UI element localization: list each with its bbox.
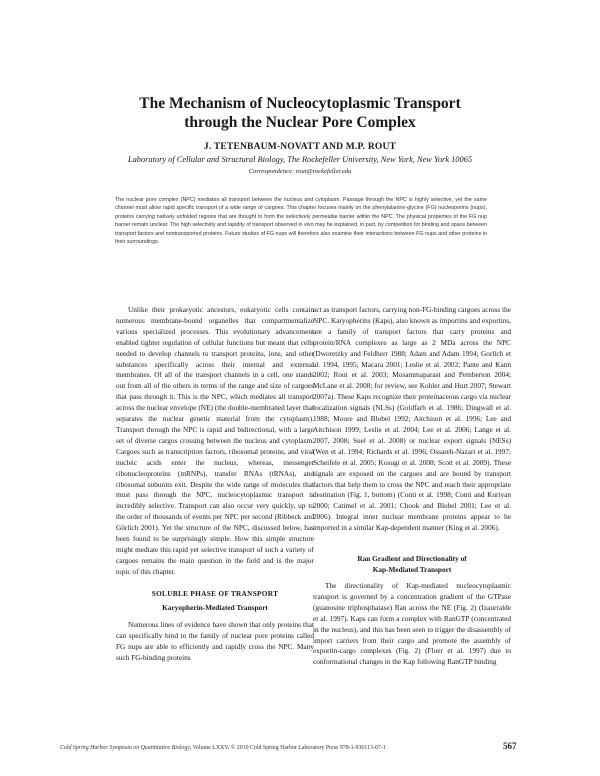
left-column bbox=[116, 305, 314, 664]
intro-paragraph: Unlike their prokaryotic ancestors, eukaryotic cells contain numerous membrane-bound organelles that compartmentalize various specialized processes. This evolutionary advancement enabled tighter regulation of cellular functions but meant that cells needed to develop channels to transport proteins, ions, and other substances specifically across their internal and external membranes. Of all of the transport channels in a cell, one stands out from all of the others in terms of the range and size of cargoes that pass through it. This is the NPC, which mediates all transport across the nuclear envelope (NE) (the double-membraned layer that separates the nuclear genetic material from the cytoplasm). Transport through the NPC is rapid and bidirectional, with a large set of diverse cargos crossing between the nucleus and cytoplasm. Cargoes such as transcription factors, ribosomal proteins, and viral nucleic acids enter the nucleus, whereas, messenger ribonucleoproteins (mRNPs), transfer RNAs (tRNAs), and ribosomal subunits exit. Despite the wide range of molecules that must pass through the NPC, nucleocytoplasmic transport is incredibly selective. Transport can also occur very quickly, up to the order of thousands of events per NPC per second (Ribbeck and Görlich 2001). Yet the structure of the NPC, discussed below, has been found to be surprisingly simple. How this simple structure might mediate this rapid yet selective transport of such a variety of cargoes remains the main question in the field and is the major topic of this chapter. bbox=[116, 305, 314, 576]
journal-name: Cold Spring Harbor Symposia on Quantitative Biology, bbox=[60, 745, 192, 751]
heading-line-2: Kap-Mediated Transport bbox=[372, 564, 452, 574]
subsection-heading: Karyopherin-Mediated Transport bbox=[162, 602, 268, 612]
title-line-1: The Mechanism of Nucleocytoplasmic Transport bbox=[139, 95, 461, 112]
body-paragraph: The directionality of Kap-mediated nucleocytoplasmic transport is governed by a concentration gradient of the GTPase (guanosine triphosphatase) Ran across the NE (Fig. 2) (Izaurralde et al. 1997). Kaps can form a complex with RanGTP (concentrated in the nucleus), and this has been seen to trigger the disassembly of import carriers from their cargo and promote the assembly of exportin-cargo complexes (Fig. 2) (Floer et al. 1997) due to conformational changes in the Kap following RanGTP binding bbox=[313, 581, 511, 667]
heading-line-1: Ran Gradient and Directionality of bbox=[357, 554, 467, 564]
right-column bbox=[313, 305, 511, 668]
author-list: J. TETENBAUM-NOVATT AND M.P. ROUT bbox=[203, 142, 397, 152]
affiliation: Laboratory of Cellular and Structural Biology, The Rockefeller University, New York, New York 10065 bbox=[127, 155, 473, 164]
journal-details: Volume LXXV. © 2010 Cold Spring Harbor Laboratory Press 978-1-936113-07-1 bbox=[192, 745, 386, 751]
title-line-2: through the Nuclear Pore Complex bbox=[184, 114, 416, 131]
correspondence: Correspondence: rout@rockefeller.edu bbox=[248, 168, 352, 175]
body-paragraph: Numerous lines of evidence have shown that only proteins that can specifically bind to the family of nuclear pore proteins called FG nups are able to efficiently and rapidly cross the NPC. Many such FG-binding proteins bbox=[116, 620, 314, 663]
abstract: The nuclear pore complex (NPC) mediates all transport between the nucleus and cytoplasm. Passage through the NPC is highly selective, yet the same channel must allow rapid specific transport of a wide range of cargoes. This chapter focuses mainly on the phenylalanine-glycine (FG) nucleoporins (nups), proteins carrying natively unfolded regions that are thought to form the selectively permeable barrier within the NPC. The physical properties of the FG nup barrier remain unclear. The high selectivity and rapidity of transport observed in vivo may be explained, in part, by competition for binding and space between transport factors and nontransported proteins. Future studies of FG nups will therefore also examine their interactions between FG nups and other proteins in their surroundings. bbox=[115, 197, 487, 246]
section-heading: SOLUBLE PHASE OF TRANSPORT bbox=[151, 588, 279, 598]
body-paragraph: act as transport factors, carrying non-FG-binding cargoes across the NPC. Karyopherins (Kaps), also known as importins and exportins, are a family of transport factors that carry proteins and protein/RNA complexes as large as 2 MDa across the NPC (Dworetzky and Feldherr 1988; Adam and Adam 1994; Gorlich et al. 1994, 1995; Macara 2001; Leslie et al. 2002; Pante and Kann 2002; Rout et al. 2003; Mosammaparast and Pemberton 2004; McLane et al. 2008; for review, see Kohler and Hurt 2007; Stewart 2007a). These Kaps recognize their proteinaceous cargo via nuclear localization signals (NLSs) (Goldfarb et al. 1986; Dingwall et al. 1988; Moore and Blobel 1992; Aitchison et al. 1996; Lee and Aitchison 1999; Leslie et al. 2004; Lee et al. 2006; Lange et al. 2007, 2008; Suel et al. 2008) or nuclear export signals (NESs) (Wen et al. 1994; Richards et al. 1996; Ossareh-Nazari et al. 1997; Scheifele et al. 2005; Kosugi et al. 2008; Scott et al. 2009). These signals are exposed on the cargoes and are bound by transport factors that help them to cross the NPC and reach their appropriate destination (Fig. 1, bottom) (Conti et al. 1998; Conti and Kuriyan 2000; Catimel et al. 2001; Chook and Blobel 2001; Lee et al. 2006). Integral inner nuclear membrane proteins appear to be imported in a similar Kap-dependent manner (King et al. 2006). bbox=[313, 305, 511, 533]
page-footer bbox=[60, 744, 490, 752]
page-number: 567 bbox=[503, 741, 517, 751]
subsection-heading bbox=[313, 554, 511, 575]
article-title bbox=[60, 94, 540, 132]
